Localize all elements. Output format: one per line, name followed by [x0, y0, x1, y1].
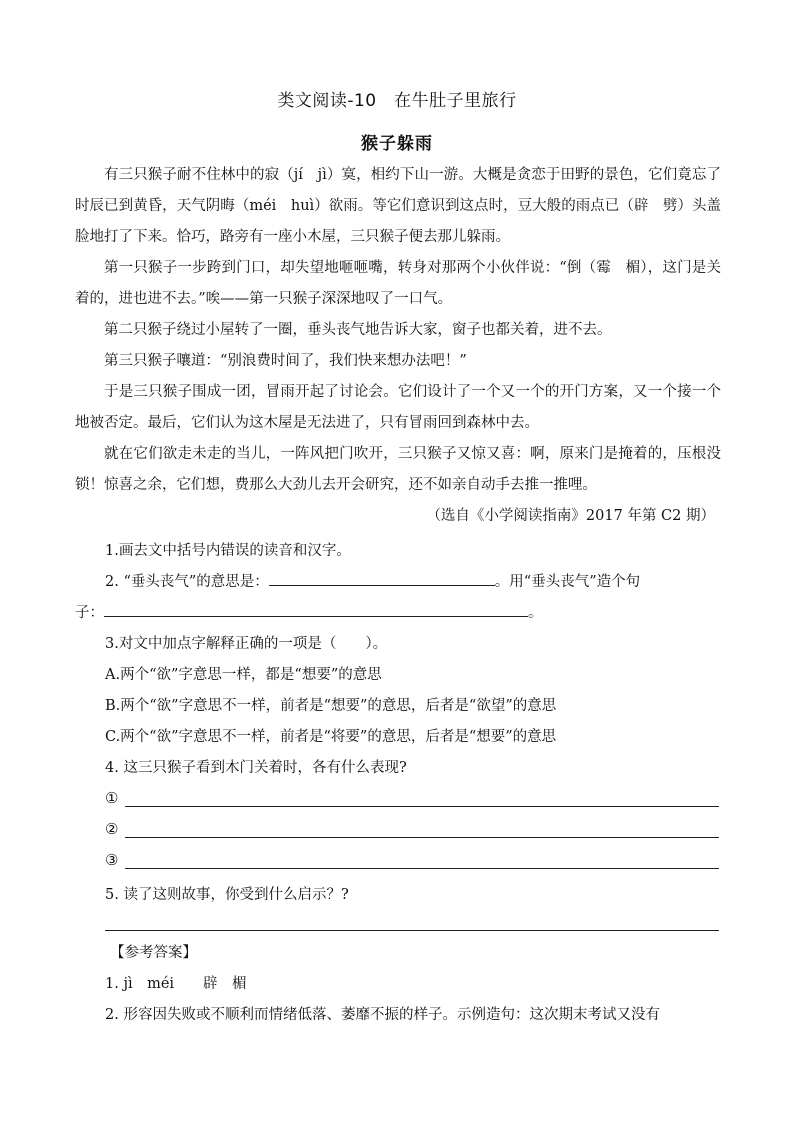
underline — [125, 868, 719, 869]
answer-2: 2. 形容因失败或不顺利而情绪低落、萎靡不振的样子。示例造句：这次期末考试又没有 — [105, 1007, 660, 1023]
question-2-line-1 — [105, 567, 725, 598]
story-title: 猴子躲雨 — [361, 134, 433, 154]
number-mark: ① — [105, 789, 119, 807]
source-citation: （选自《小学阅读指南》2017 年第 C2 期） — [426, 508, 715, 524]
story-paragraph: 就在它们欲走未走的当儿，一阵风把门吹开，三只猴子又惊又喜：啊，原来门是掩着的，压根没锁！惊喜之余，它们想，费那么大劲儿去开会研究，还不如亲自动手去推一推哩。 — [75, 446, 721, 493]
page-title: 类文阅读-10 在牛肚子里旅行 — [277, 91, 517, 111]
question-2-prompt-end: 子： — [75, 605, 104, 621]
story-paragraph: 于是三只猴子围成一团，冒雨开起了讨论会。它们设计了一个又一个的开门方案，又一个接一个地被否定。最后，它们认为这木屋是无法进了，只有冒雨回到森林中去。 — [75, 384, 721, 431]
answer-1: 1. jì méi 辟 楣 — [105, 976, 247, 992]
answer-line-3[interactable] — [105, 851, 719, 875]
option-a[interactable]: A.两个“欲”字意思一样，都是“想要”的意思 — [105, 667, 382, 683]
option-c[interactable]: C.两个“欲”字意思不一样，前者是“将要”的意思，后者是“想要”的意思 — [105, 729, 557, 745]
story-paragraph: 第二只猴子绕过小屋转了一圈，垂头丧气地告诉大家，窗子也都关着，进不去。 — [104, 322, 612, 338]
answer-key-heading: 【参考答案】 — [110, 945, 197, 961]
number-mark: ③ — [105, 851, 119, 869]
question-2-prompt: 2. “垂头丧气”的意思是： — [105, 574, 269, 590]
answer-blank-sentence[interactable] — [104, 600, 528, 617]
answer-blank-meaning[interactable] — [269, 569, 495, 586]
answer-line-2[interactable] — [105, 820, 719, 844]
answer-line-1[interactable] — [105, 789, 719, 813]
question-3: 3.对文中加点字解释正确的一项是（ ）。 — [105, 636, 388, 652]
question-2-prompt-cont: 。用“垂头丧气”造个句 — [494, 574, 641, 590]
question-5: 5. 读了这则故事，你受到什么启示？? — [105, 887, 349, 903]
story-paragraph: 第一只猴子一步跨到门口，却失望地咂咂嘴，转身对那两个小伙伴说：“倒（霉 楣），这门是关着的，进也进不去。”唉——第一只猴子深深地叹了一口气。 — [75, 260, 721, 307]
number-mark: ② — [105, 820, 119, 838]
story-paragraph: 有三只猴子耐不住林中的寂（jí jì）寞，相约下山一游。大概是贪恋于田野的景色，它们竟忘了时辰已到黄昏，天气阴晦（méi huì）欲雨。等它们意识到这点时，豆大般的雨点已（辟 劈）头盖脸地打了下来。恰巧，路旁有一座小木屋，三只猴子便去那儿躲雨。 — [75, 167, 721, 245]
underline — [125, 806, 719, 807]
question-2-period: 。 — [528, 605, 543, 621]
underline — [125, 837, 719, 838]
option-b[interactable]: B.两个“欲”字意思不一样，前者是“想要”的意思，后者是“欲望”的意思 — [105, 698, 557, 714]
question-4: 4. 这三只猴子看到木门关着时，各有什么表现? — [105, 760, 407, 776]
question-2-line-2 — [75, 598, 695, 629]
question-1: 1.画去文中括号内错误的读音和汉字。 — [105, 543, 351, 559]
answer-line-5[interactable] — [105, 930, 719, 931]
story-paragraph: 第三只猴子嚷道：“别浪费时间了，我们快来想办法吧！” — [104, 353, 467, 369]
story-body — [75, 160, 721, 532]
